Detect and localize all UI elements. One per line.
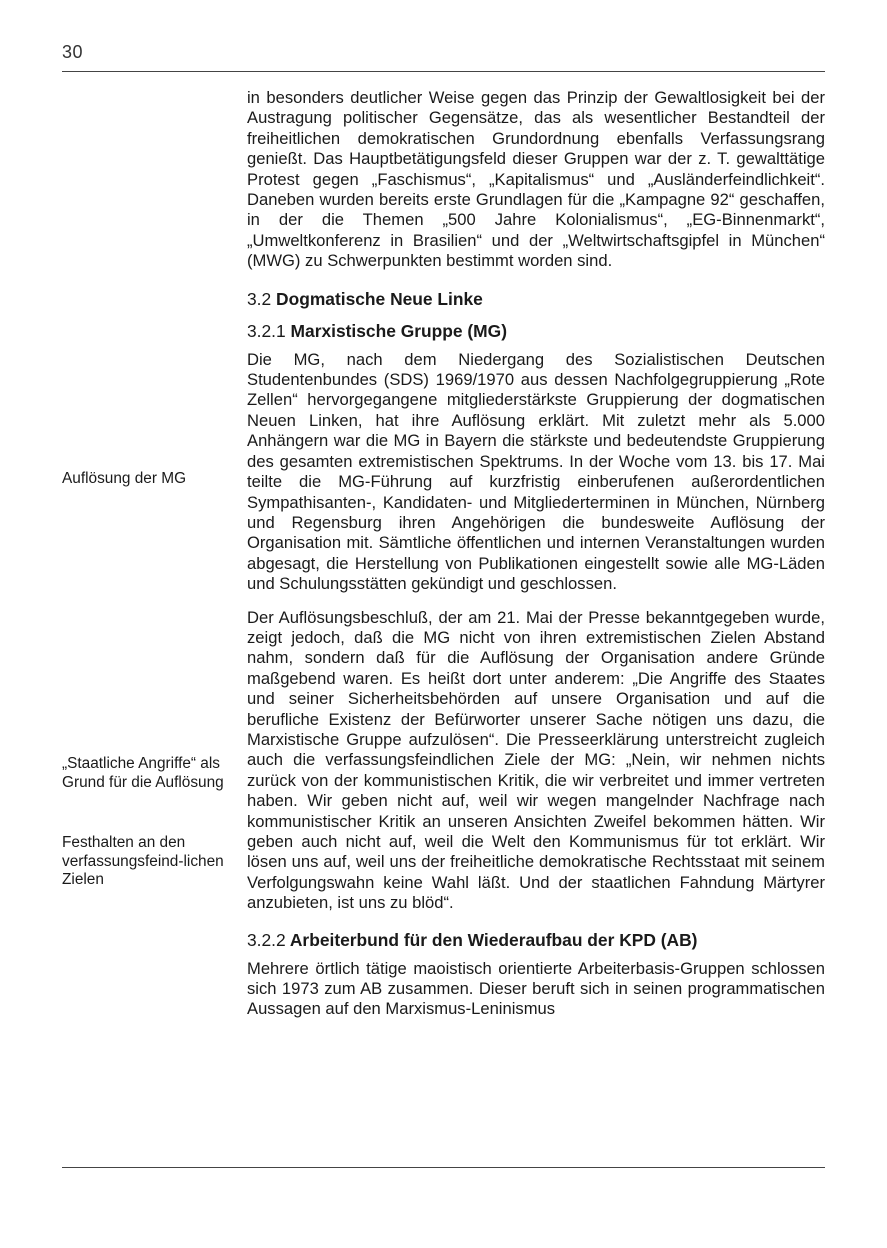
section-number: 3.2.2: [247, 929, 286, 950]
section-title: Marxistische Gruppe (MG): [290, 320, 507, 341]
page-number: 30: [62, 42, 84, 62]
section-title: Dogmatische Neue Linke: [276, 288, 483, 309]
paragraph-arbeiterbund: Mehrere örtlich tätige maoistisch orientierte Arbeiterbasis-Gruppen schlossen sich 1973 zum AB zusammen. Dieser beruft sich in seinen programmatischen Aussagen auf den Marxismus-Leninismus: [247, 958, 825, 1019]
section-number: 3.2: [247, 288, 272, 309]
main-text-column: [247, 88, 825, 1020]
section-heading-3-2-1: [247, 320, 825, 342]
paragraph-mg-aufloesung: Die MG, nach dem Niedergang des Sozialistischen Deutschen Studentenbundes (SDS) 1969/1970 aus dessen Nachfolgegruppierung „Rote Zellen“ hervorgegangene mitgliederstärkste Gruppierung der dogmatischen Neuen Linken, hat ihre Auflösung erklärt. Mit zuletzt mehr als 5.000 Anhängern war die MG in Bayern die stärkste und bedeutendste Gruppierung des gesamten extremistischen Spektrums. In der Woche vom 13. bis 17. Mai teilte die MG-Führung auf kurzfristig einberufenen außerordentlichen Sympathisanten-, Kandidaten- und Mitgliederterminen in München, Nürnberg und Regensburg ihren Angehörigen die bundesweite Auflösung der Organisation mit. Sämtliche öffentlichen und internen Veranstaltungen wurden abgesagt, die Herstellung von Publikationen eingestellt sowie alle MG-Läden und Schulungsstätten gekündigt und geschlossen.: [247, 349, 825, 594]
sidenote-aufloesung: Auflösung der MG: [62, 470, 187, 487]
section-heading-3-2: [247, 288, 825, 310]
sidenote-festhalten: Festhalten an den verfassungsfeind-lichen Zielen: [62, 834, 224, 889]
section-title: Arbeiterbund für den Wiederaufbau der KPD (AB): [289, 929, 698, 950]
paragraph-intro: in besonders deutlicher Weise gegen das Prinzip der Gewaltlosigkeit bei der Austragung politischer Gegensätze, das als wesentlicher Bestandteil der freiheitlichen demokratischen Grundordnung ebenfalls Verfassungsrang genießt. Das Hauptbetätigungsfeld dieser Gruppen war der z. T. gewalttätige Protest gegen „Faschismus“, „Kapitalismus“ und „Ausländerfeindlichkeit“. Daneben wurden bereits erste Grundlagen für die „Kampagne 92“ geschaffen, in der die Themen „500 Jahre Kolonialismus“, „EG-Binnenmarkt“, „Umweltkonferenz in Brasilien“ und der „Weltwirtschaftsgipfel in München“ (MWG) zu Schwerpunkten bestimmt worden sind.: [247, 88, 825, 271]
section-number: 3.2.1: [247, 320, 286, 341]
header-rule: [62, 71, 825, 72]
footer-rule: [62, 1167, 825, 1168]
sidenote-staatliche-angriffe: „Staatliche Angriffe“ als Grund für die Auflösung: [62, 755, 224, 791]
paragraph-aufloesungsbeschluss: Der Auflösungsbeschluß, der am 21. Mai der Presse bekanntgegeben wurde, zeigt jedoch, daß die MG nicht von ihren extremistischen Zielen Abstand nahm, sondern daß für die Auflösung der Organisation andere Gründe maßgebend waren. Es heißt dort unter anderem: „Die Angriffe des Staates und seiner Sicherheitsbehörden auf unsere Organisation und auf die berufliche Existenz der Befürworter unserer Sache nötigen uns dazu, die Marxistische Gruppe aufzulösen“. Die Presseerklärung unterstreicht zugleich auch die verfassungsfeindlichen Ziele der MG: „Nein, wir nehmen nichts zurück von der kommunistischen Kritik, die wir verbreitet und immer vertreten haben. Wir geben nicht auf, weil wir wegen mangelnder Nachfrage nach kommunistischer Kritik an unseren Ansichten Zweifel bekommen hätten. Wir geben auch nicht auf, weil die Welt den Kommunismus für tot erklärt. Wir lösen uns auf, weil uns der freiheitliche demokratische Rechtsstaat mit seinem Verfolgungswahn keine Wahl läßt. Und der staatlichen Fahndung Märtyrer anzubieten, ist uns zu blöd“.: [247, 607, 825, 913]
section-heading-3-2-2: [247, 929, 825, 951]
